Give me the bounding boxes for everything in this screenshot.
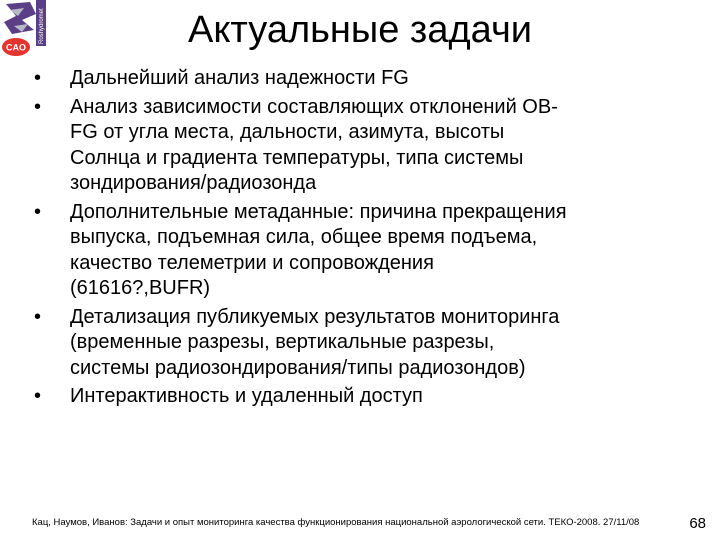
bullet-text-line: зондирования/радиозонда [70,172,317,194]
bullet-list [34,66,694,413]
bullet-dot: • [34,305,42,328]
bullet-text-line: Дальнейший анализ надежности FG [70,67,409,89]
bullet-text-line: выпуска, подъемная сила, общее время подъема, [70,226,538,248]
bullet-item [34,200,694,302]
page-number: 68 [689,515,706,532]
bullet-text-line: Интерактивность и удаленный доступ [70,385,423,407]
bullet-text-line: (61616?,BUFR) [70,277,211,299]
bullet-dot: • [34,67,42,89]
bullet-dot: • [34,95,42,118]
bullet-text-line: Детализация публикуемых результатов мониторинга [70,305,560,328]
bullet-text-line: системы радиозондирования/типы радиозондов) [70,356,526,379]
logo-text: CAO [6,42,26,53]
bullet-text-line: Анализ зависимости составляющих отклонений OB- [70,95,558,118]
bullet-text-line: (временные разрезы, вертикальные разрезы, [70,331,495,353]
bullet-dot: • [34,385,42,407]
bullet-item [34,305,694,382]
slide-title: Актуальные задачи [188,9,532,51]
logo-side-text: Roshydromet [39,8,45,44]
bullet-item [34,95,694,197]
footer-citation: Кац, Наумов, Иванов: Задачи и опыт мониторинга качества функционирования национальной аэрологической сети. ТЕКО-2008. 27/11/08 [32,517,640,528]
bullet-text-line: Дополнительные метаданные: причина прекращения [70,200,567,223]
bullet-text-line: Солнца и градиента температуры, типа системы [70,146,524,169]
bullet-text-line: качество телеметрии и сопровождения [70,251,434,274]
bullet-item [34,384,694,410]
bullet-text-line: FG от угла места, дальности, азимута, высоты [70,121,505,143]
bullet-item [34,66,694,92]
bullet-dot: • [34,200,42,223]
